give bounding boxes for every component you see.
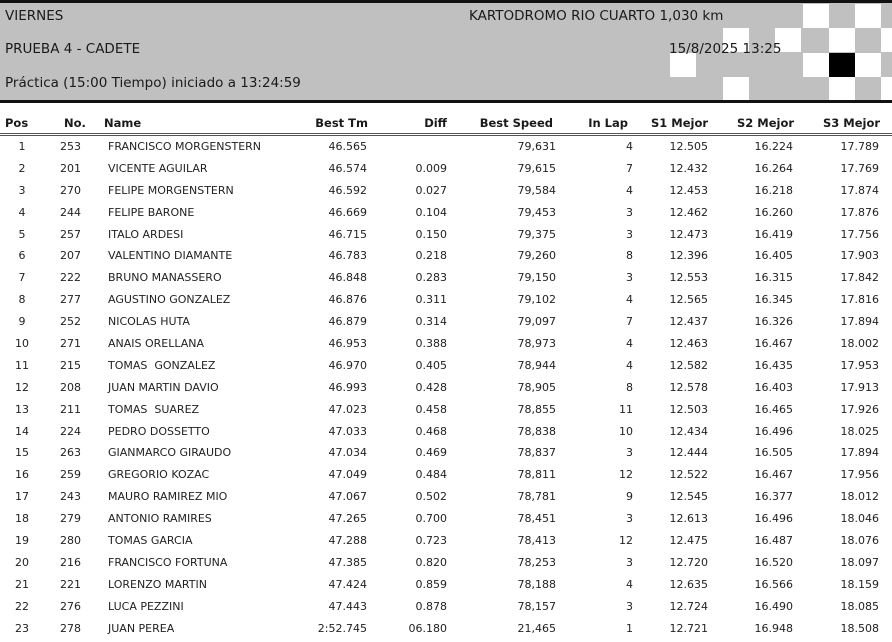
cell-best-tm: 46.715 xyxy=(328,227,367,241)
cell-name: VALENTINO DIAMANTE xyxy=(108,249,233,263)
cell-s1: 12.396 xyxy=(669,249,708,263)
cell-in-lap: 4 xyxy=(626,183,633,197)
cell-name: ANTONIO RAMIRES xyxy=(108,512,212,526)
cell-s1: 12.553 xyxy=(669,271,708,285)
cell-s3: 17.913 xyxy=(840,380,879,394)
table-row[interactable] xyxy=(0,597,892,619)
table-row[interactable] xyxy=(0,246,892,268)
table-row[interactable] xyxy=(0,290,892,312)
cell-s3: 18.085 xyxy=(840,599,879,613)
cell-name: LUCA PEZZINI xyxy=(108,599,184,613)
cell-s3: 17.756 xyxy=(840,227,879,241)
table-row[interactable] xyxy=(0,181,892,203)
cell-s2: 16.465 xyxy=(754,402,793,416)
cell-name: TOMAS SUAREZ xyxy=(108,402,200,416)
cell-s2: 16.496 xyxy=(754,424,793,438)
cell-in-lap: 4 xyxy=(626,140,633,153)
cell-pos: 16 xyxy=(15,468,29,482)
table-row[interactable] xyxy=(0,137,892,159)
cell-diff: 0.723 xyxy=(415,534,447,548)
cell-diff: 0.428 xyxy=(415,380,447,394)
cell-best-speed: 79,453 xyxy=(517,205,556,219)
cell-best-tm: 46.848 xyxy=(328,271,367,285)
cell-diff: 0.311 xyxy=(415,293,447,307)
col-header-in-lap[interactable]: In Lap xyxy=(588,116,628,130)
cell-s1: 12.432 xyxy=(669,161,708,175)
cell-pos: 11 xyxy=(15,358,29,372)
cell-name: AGUSTINO GONZALEZ xyxy=(108,293,231,307)
cell-best-speed: 78,855 xyxy=(517,402,556,416)
cell-s1: 12.475 xyxy=(669,534,708,548)
col-header-pos[interactable]: Pos xyxy=(5,116,29,130)
table-row[interactable] xyxy=(0,356,892,378)
table-row[interactable] xyxy=(0,334,892,356)
session-banner xyxy=(0,0,892,103)
cell-name: TOMAS GARCIA xyxy=(108,534,193,548)
cell-best-tm: 46.592 xyxy=(328,183,367,197)
cell-no: 253 xyxy=(60,140,81,153)
cell-best-speed: 78,413 xyxy=(517,534,556,548)
cell-no: 224 xyxy=(60,424,81,438)
cell-best-tm: 46.970 xyxy=(328,358,367,372)
cell-best-tm: 47.023 xyxy=(328,402,367,416)
cell-s2: 16.520 xyxy=(754,555,793,569)
cell-diff: 0.484 xyxy=(415,468,447,482)
cell-name: GIANMARCO GIRAUDO xyxy=(108,446,232,460)
cell-pos: 1 xyxy=(18,140,26,153)
cell-s3: 18.097 xyxy=(840,555,879,569)
table-row[interactable] xyxy=(0,575,892,597)
cell-s3: 17.903 xyxy=(840,249,879,263)
cell-pos: 20 xyxy=(15,555,29,569)
cell-best-tm: 46.953 xyxy=(328,337,367,351)
table-row[interactable] xyxy=(0,268,892,290)
cell-s3: 18.046 xyxy=(840,512,879,526)
cell-best-speed: 78,905 xyxy=(517,380,556,394)
cell-diff: 0.878 xyxy=(415,599,447,613)
cell-s3: 17.926 xyxy=(840,402,879,416)
cell-s1: 12.582 xyxy=(669,358,708,372)
cell-s1: 12.578 xyxy=(669,380,708,394)
col-header-best-tm[interactable]: Best Tm xyxy=(315,116,368,130)
cell-in-lap: 7 xyxy=(626,161,633,175)
cell-s2: 16.224 xyxy=(754,140,793,153)
cell-best-speed: 78,188 xyxy=(517,577,556,591)
cell-s1: 12.503 xyxy=(669,402,708,416)
cell-s2: 16.948 xyxy=(754,621,793,635)
cell-name: BRUNO MANASSERO xyxy=(108,271,222,285)
cell-pos: 10 xyxy=(15,337,29,351)
cell-pos: 21 xyxy=(15,577,29,591)
cell-no: 279 xyxy=(60,512,81,526)
cell-no: 243 xyxy=(60,490,81,504)
col-header-diff[interactable]: Diff xyxy=(424,116,447,130)
table-row[interactable] xyxy=(0,422,892,444)
cell-s3: 18.076 xyxy=(840,534,879,548)
cell-diff: 0.820 xyxy=(415,555,447,569)
cell-no: 270 xyxy=(60,183,81,197)
cell-in-lap: 1 xyxy=(626,621,633,635)
cell-s1: 12.724 xyxy=(669,599,708,613)
cell-in-lap: 3 xyxy=(626,599,633,613)
cell-in-lap: 3 xyxy=(626,227,633,241)
cell-best-speed: 79,097 xyxy=(517,315,556,329)
session-name: PRUEBA 4 - CADETE xyxy=(5,41,141,57)
cell-s3: 17.956 xyxy=(840,468,879,482)
cell-no: 271 xyxy=(60,337,81,351)
cell-best-tm: 46.879 xyxy=(328,315,367,329)
cell-diff: 0.502 xyxy=(415,490,447,504)
cell-best-speed: 78,157 xyxy=(517,599,556,613)
col-header-no[interactable]: No. xyxy=(64,116,86,130)
results-table-body xyxy=(0,137,892,640)
cell-pos: 9 xyxy=(18,315,26,329)
cell-s2: 16.490 xyxy=(754,599,793,613)
cell-best-tm: 2:52.745 xyxy=(317,621,367,635)
cell-best-speed: 79,102 xyxy=(517,293,556,307)
cell-in-lap: 10 xyxy=(619,424,633,438)
cell-pos: 6 xyxy=(18,249,26,263)
cell-diff: 0.150 xyxy=(415,227,447,241)
cell-in-lap: 3 xyxy=(626,271,633,285)
cell-best-speed: 78,451 xyxy=(517,512,556,526)
cell-name: GREGORIO KOZAC xyxy=(108,468,210,482)
table-row[interactable] xyxy=(0,465,892,487)
table-row[interactable] xyxy=(0,443,892,465)
cell-s1: 12.462 xyxy=(669,205,708,219)
cell-in-lap: 4 xyxy=(626,358,633,372)
cell-pos: 3 xyxy=(18,183,26,197)
cell-best-tm: 47.033 xyxy=(328,424,367,438)
cell-pos: 8 xyxy=(18,293,26,307)
cell-s2: 16.566 xyxy=(754,577,793,591)
cell-best-tm: 47.265 xyxy=(328,512,367,526)
cell-name: FELIPE BARONE xyxy=(108,205,195,219)
table-row[interactable] xyxy=(0,553,892,575)
table-row[interactable] xyxy=(0,400,892,422)
cell-in-lap: 3 xyxy=(626,512,633,526)
cell-s1: 12.505 xyxy=(669,140,708,153)
cell-s1: 12.565 xyxy=(669,293,708,307)
cell-name: JUAN MARTIN DAVIO xyxy=(108,380,219,394)
cell-name: FRANCISCO FORTUNA xyxy=(108,555,228,569)
cell-in-lap: 4 xyxy=(626,577,633,591)
cell-diff: 0.700 xyxy=(415,512,447,526)
cell-pos: 15 xyxy=(15,446,29,460)
cell-s2: 16.315 xyxy=(754,271,793,285)
cell-name: TOMAS GONZALEZ xyxy=(108,358,216,372)
col-header-s3[interactable]: S3 Mejor xyxy=(823,116,881,130)
cell-in-lap: 12 xyxy=(619,534,633,548)
cell-s1: 12.473 xyxy=(669,227,708,241)
cell-best-speed: 79,631 xyxy=(517,140,556,153)
cell-s1: 12.463 xyxy=(669,337,708,351)
cell-name: PEDRO DOSSETTO xyxy=(108,424,210,438)
cell-s3: 17.789 xyxy=(840,140,879,153)
cell-in-lap: 4 xyxy=(626,337,633,351)
cell-s2: 16.496 xyxy=(754,512,793,526)
cell-no: 276 xyxy=(60,599,81,613)
cell-pos: 17 xyxy=(15,490,29,504)
cell-diff: 0.009 xyxy=(415,161,447,175)
cell-s2: 16.487 xyxy=(754,534,793,548)
col-header-s1[interactable]: S1 Mejor xyxy=(651,116,709,130)
cell-name: ITALO ARDESI xyxy=(108,227,184,241)
cell-s3: 17.894 xyxy=(840,446,879,460)
cell-s2: 16.505 xyxy=(754,446,793,460)
cell-diff: 06.180 xyxy=(408,621,447,635)
cell-in-lap: 8 xyxy=(626,249,633,263)
cell-best-speed: 78,811 xyxy=(517,468,556,482)
cell-best-tm: 46.565 xyxy=(328,140,367,153)
cell-name: VICENTE AGUILAR xyxy=(108,161,208,175)
cell-s2: 16.435 xyxy=(754,358,793,372)
cell-s1: 12.437 xyxy=(669,315,708,329)
cell-s3: 17.953 xyxy=(840,358,879,372)
cell-s2: 16.467 xyxy=(754,468,793,482)
session-info: Práctica (15:00 Tiempo) iniciado a 13:24:59 xyxy=(5,75,301,91)
cell-name: NICOLAS HUTA xyxy=(108,315,190,329)
cell-best-speed: 21,465 xyxy=(517,621,556,635)
cell-s2: 16.218 xyxy=(754,183,793,197)
cell-s1: 12.613 xyxy=(669,512,708,526)
cell-s3: 17.874 xyxy=(840,183,879,197)
cell-no: 216 xyxy=(60,555,81,569)
cell-s2: 16.467 xyxy=(754,337,793,351)
cell-s2: 16.403 xyxy=(754,380,793,394)
table-row[interactable] xyxy=(0,619,892,641)
cell-name: FELIPE MORGENSTERN xyxy=(108,183,234,197)
track-name: KARTODROMO RIO CUARTO 1,030 km xyxy=(469,8,724,24)
table-row[interactable] xyxy=(0,378,892,400)
cell-best-tm: 46.669 xyxy=(328,205,367,219)
cell-s2: 16.377 xyxy=(754,490,793,504)
table-row[interactable] xyxy=(0,203,892,225)
table-header xyxy=(0,112,892,136)
table-row[interactable] xyxy=(0,312,892,334)
cell-s2: 16.345 xyxy=(754,293,793,307)
col-header-best-speed[interactable]: Best Speed xyxy=(479,116,553,130)
cell-best-tm: 47.049 xyxy=(328,468,367,482)
cell-best-speed: 78,781 xyxy=(517,490,556,504)
cell-no: 222 xyxy=(60,271,81,285)
cell-no: 201 xyxy=(60,161,81,175)
cell-best-tm: 47.067 xyxy=(328,490,367,504)
cell-s3: 18.159 xyxy=(840,577,879,591)
session-datetime: 15/8/2025 13:25 xyxy=(669,41,782,57)
cell-no: 263 xyxy=(60,446,81,460)
cell-diff: 0.458 xyxy=(415,402,447,416)
cell-s3: 18.025 xyxy=(840,424,879,438)
cell-no: 215 xyxy=(60,358,81,372)
cell-best-tm: 47.034 xyxy=(328,446,367,460)
cell-best-speed: 78,837 xyxy=(517,446,556,460)
cell-diff: 0.468 xyxy=(415,424,447,438)
cell-s3: 18.002 xyxy=(840,337,879,351)
cell-diff: 0.027 xyxy=(415,183,447,197)
cell-best-speed: 79,615 xyxy=(517,161,556,175)
table-row[interactable] xyxy=(0,531,892,553)
cell-no: 244 xyxy=(60,205,81,219)
cell-s3: 17.894 xyxy=(840,315,879,329)
cell-s3: 17.816 xyxy=(840,293,879,307)
cell-s1: 12.434 xyxy=(669,424,708,438)
cell-no: 278 xyxy=(60,621,81,635)
cell-s3: 17.769 xyxy=(840,161,879,175)
table-row[interactable] xyxy=(0,159,892,181)
cell-in-lap: 3 xyxy=(626,446,633,460)
cell-best-speed: 79,584 xyxy=(517,183,556,197)
cell-in-lap: 4 xyxy=(626,293,633,307)
cell-s2: 16.260 xyxy=(754,205,793,219)
cell-s1: 12.444 xyxy=(669,446,708,460)
cell-s1: 12.635 xyxy=(669,577,708,591)
cell-s2: 16.405 xyxy=(754,249,793,263)
cell-diff: 0.218 xyxy=(415,249,447,263)
cell-best-tm: 47.443 xyxy=(328,599,367,613)
cell-diff: 0.469 xyxy=(415,446,447,460)
cell-best-speed: 79,375 xyxy=(517,227,556,241)
cell-name: JUAN PEREA xyxy=(108,621,175,635)
cell-best-speed: 78,838 xyxy=(517,424,556,438)
cell-s2: 16.264 xyxy=(754,161,793,175)
cell-in-lap: 3 xyxy=(626,205,633,219)
table-row[interactable] xyxy=(0,487,892,509)
cell-diff: 0.405 xyxy=(415,358,447,372)
cell-no: 257 xyxy=(60,227,81,241)
cell-diff: 0.314 xyxy=(415,315,447,329)
cell-best-speed: 78,973 xyxy=(517,337,556,351)
cell-best-speed: 78,944 xyxy=(517,358,556,372)
cell-no: 207 xyxy=(60,249,81,263)
cell-diff: 0.859 xyxy=(415,577,447,591)
cell-name: LORENZO MARTIN xyxy=(108,577,207,591)
cell-s3: 18.508 xyxy=(840,621,879,635)
cell-in-lap: 3 xyxy=(626,555,633,569)
cell-in-lap: 8 xyxy=(626,380,633,394)
cell-pos: 22 xyxy=(15,599,29,613)
cell-s3: 17.876 xyxy=(840,205,879,219)
cell-pos: 19 xyxy=(15,534,29,548)
cell-no: 259 xyxy=(60,468,81,482)
cell-pos: 12 xyxy=(15,380,29,394)
cell-best-speed: 79,150 xyxy=(517,271,556,285)
cell-pos: 18 xyxy=(15,512,29,526)
cell-best-tm: 47.288 xyxy=(328,534,367,548)
cell-best-tm: 46.783 xyxy=(328,249,367,263)
cell-s3: 18.012 xyxy=(840,490,879,504)
cell-no: 280 xyxy=(60,534,81,548)
cell-pos: 14 xyxy=(15,424,29,438)
day-label: VIERNES xyxy=(5,8,64,24)
cell-in-lap: 12 xyxy=(619,468,633,482)
cell-s1: 12.453 xyxy=(669,183,708,197)
col-header-s2[interactable]: S2 Mejor xyxy=(737,116,795,130)
cell-in-lap: 7 xyxy=(626,315,633,329)
cell-in-lap: 11 xyxy=(619,402,633,416)
cell-no: 208 xyxy=(60,380,81,394)
cell-best-tm: 47.385 xyxy=(328,555,367,569)
cell-pos: 23 xyxy=(15,621,29,635)
table-row[interactable] xyxy=(0,225,892,247)
col-header-name[interactable]: Name xyxy=(104,116,142,130)
cell-diff: 0.104 xyxy=(415,205,447,219)
cell-name: FRANCISCO MORGENSTERN xyxy=(108,140,262,153)
cell-pos: 5 xyxy=(18,227,26,241)
cell-s1: 12.720 xyxy=(669,555,708,569)
cell-s2: 16.419 xyxy=(754,227,793,241)
cell-pos: 13 xyxy=(15,402,29,416)
cell-best-speed: 79,260 xyxy=(517,249,556,263)
cell-in-lap: 9 xyxy=(626,490,633,504)
table-row[interactable] xyxy=(0,509,892,531)
cell-pos: 4 xyxy=(18,205,26,219)
cell-best-tm: 46.993 xyxy=(328,380,367,394)
cell-diff: 0.283 xyxy=(415,271,447,285)
cell-diff: 0.388 xyxy=(415,337,447,351)
cell-no: 221 xyxy=(60,577,81,591)
cell-name: ANAIS ORELLANA xyxy=(108,337,205,351)
cell-s2: 16.326 xyxy=(754,315,793,329)
cell-no: 211 xyxy=(60,402,81,416)
cell-s3: 17.842 xyxy=(840,271,879,285)
cell-best-speed: 78,253 xyxy=(517,555,556,569)
cell-no: 277 xyxy=(60,293,81,307)
cell-pos: 7 xyxy=(18,271,26,285)
cell-name: MAURO RAMIREZ MIO xyxy=(108,490,228,504)
cell-s1: 12.545 xyxy=(669,490,708,504)
cell-pos: 2 xyxy=(18,161,26,175)
cell-best-tm: 46.574 xyxy=(328,161,367,175)
cell-best-tm: 47.424 xyxy=(328,577,367,591)
cell-s1: 12.721 xyxy=(669,621,708,635)
cell-s1: 12.522 xyxy=(669,468,708,482)
cell-no: 252 xyxy=(60,315,81,329)
cell-best-tm: 46.876 xyxy=(328,293,367,307)
